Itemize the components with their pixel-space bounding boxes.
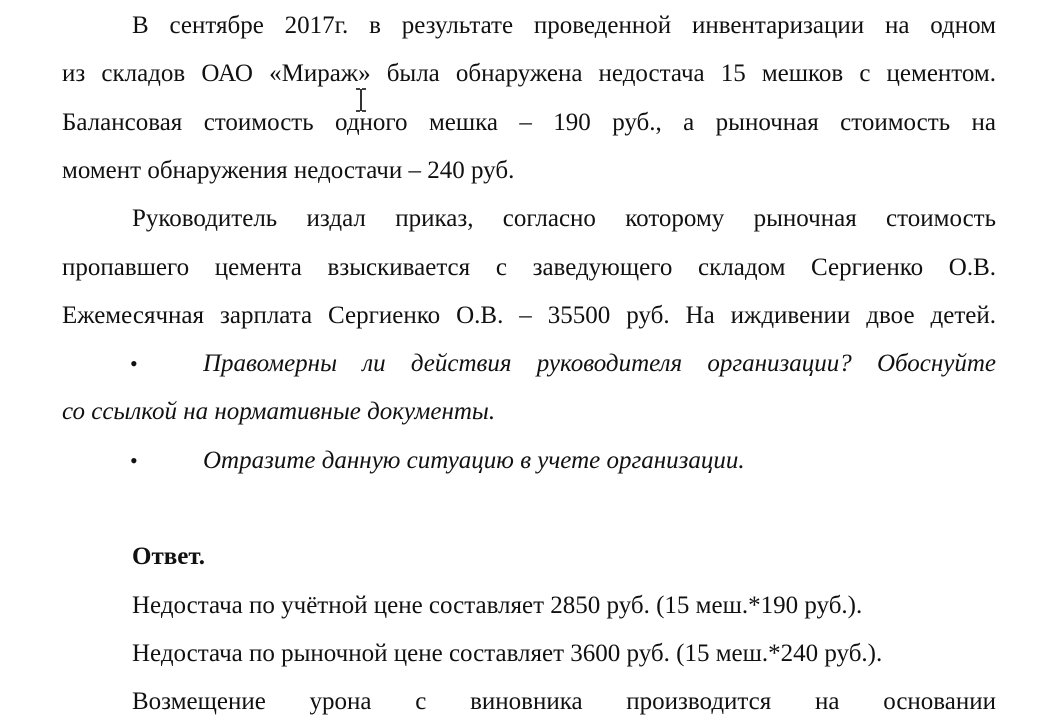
- answer-line3: Возмещение урона с виновника производится на основании: [132, 688, 996, 715]
- bullet-2: •: [130, 448, 138, 473]
- para2-line1: Руководитель издал приказ, согласно которому рыночная стоимость: [132, 205, 996, 232]
- para1-line3: Балансовая стоимость одного мешка – 190 руб., а рыночная стоимость на: [62, 109, 996, 136]
- question1-line2: со ссылкой на нормативные документы.: [62, 398, 496, 425]
- answer-heading: Ответ.: [132, 543, 205, 570]
- text-cursor-icon: [353, 88, 369, 112]
- question1-line1: Правомерны ли действия руководителя организации? Обоснуйте: [203, 350, 996, 377]
- para1-line1: В сентябре 2017г. в результате проведенной инвентаризации на одном: [132, 12, 996, 39]
- question2-line1: Отразите данную ситуацию в учете организации.: [203, 447, 745, 474]
- para1-line2: из складов ОАО «Мираж» была обнаружена недостача 15 мешков с цементом.: [62, 60, 996, 87]
- answer-line1: Недостача по учётной цене составляет 2850 руб. (15 меш.*190 руб.).: [132, 592, 863, 619]
- para1-line4: момент обнаружения недостачи – 240 руб.: [62, 157, 515, 184]
- bullet-1: •: [130, 351, 138, 376]
- answer-line2: Недостача по рыночной цене составляет 3600 руб. (15 меш.*240 руб.).: [132, 640, 883, 667]
- para2-line3: Ежемесячная зарплата Сергиенко О.В. – 35500 руб. На иждивении двое детей.: [62, 302, 996, 329]
- para2-line2: пропавшего цемента взыскивается с заведующего складом Сергиенко О.В.: [62, 254, 996, 281]
